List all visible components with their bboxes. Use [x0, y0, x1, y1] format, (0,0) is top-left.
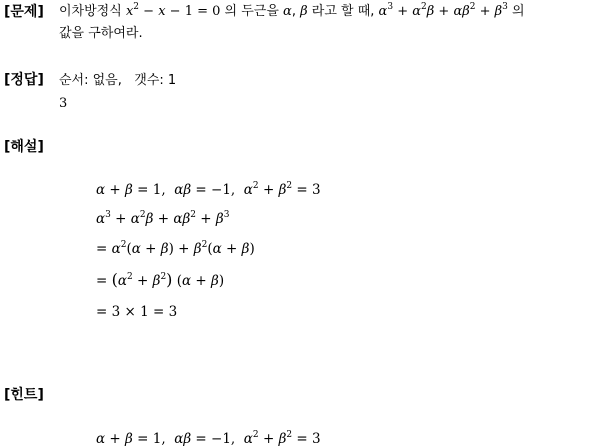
- problem-prefix: 이차방정식: [59, 4, 122, 19]
- problem-equation: $x^2 - x - 1 = 0$: [125, 2, 221, 19]
- solution-step-2: $\alpha^3 + \alpha^2\beta + \alpha\beta^2 + \beta^3$: [96, 210, 230, 227]
- problem-line-2: 값을 구하여라.: [59, 26, 143, 41]
- answer-value: 3: [59, 96, 68, 111]
- hint-step-1: α + β = 1, αβ = −1, $\alpha^2 + \beta^2 = 3$: [96, 430, 321, 447]
- comma: ,: [291, 4, 296, 19]
- hint-tag: [힌트]: [4, 387, 44, 403]
- solution-tag: [해설]: [4, 139, 44, 155]
- problem-line-1: [59, 4, 525, 20]
- problem-mid: 의 두근을: [224, 4, 279, 19]
- solution-step-1: α + β = 1, αβ = −1, $\alpha^2 + \beta^2 = 3$: [96, 181, 321, 198]
- solution-step-3: = $\alpha^2(\alpha + \beta) + \beta^2(\alpha + \beta)$: [96, 240, 255, 257]
- alpha-symbol: α: [283, 4, 292, 19]
- solution-step-5: = 3 × 1 = 3: [96, 304, 178, 320]
- problem-suffix: 라고 할 때,: [311, 4, 375, 19]
- problem-expression: $\alpha^3 + \alpha^2\beta + \alpha\beta^2 + \beta^3$: [378, 2, 508, 19]
- answer-line-1: 순서: 없음, 갯수: 1: [59, 73, 177, 88]
- beta-symbol: β: [300, 4, 308, 19]
- solution-step-4: = $(\alpha^2 + \beta^2) (\alpha + \beta)$: [96, 270, 225, 289]
- answer-tag: [정답]: [4, 72, 44, 88]
- problem-end: 의: [512, 4, 525, 19]
- problem-tag: [문제]: [4, 4, 44, 20]
